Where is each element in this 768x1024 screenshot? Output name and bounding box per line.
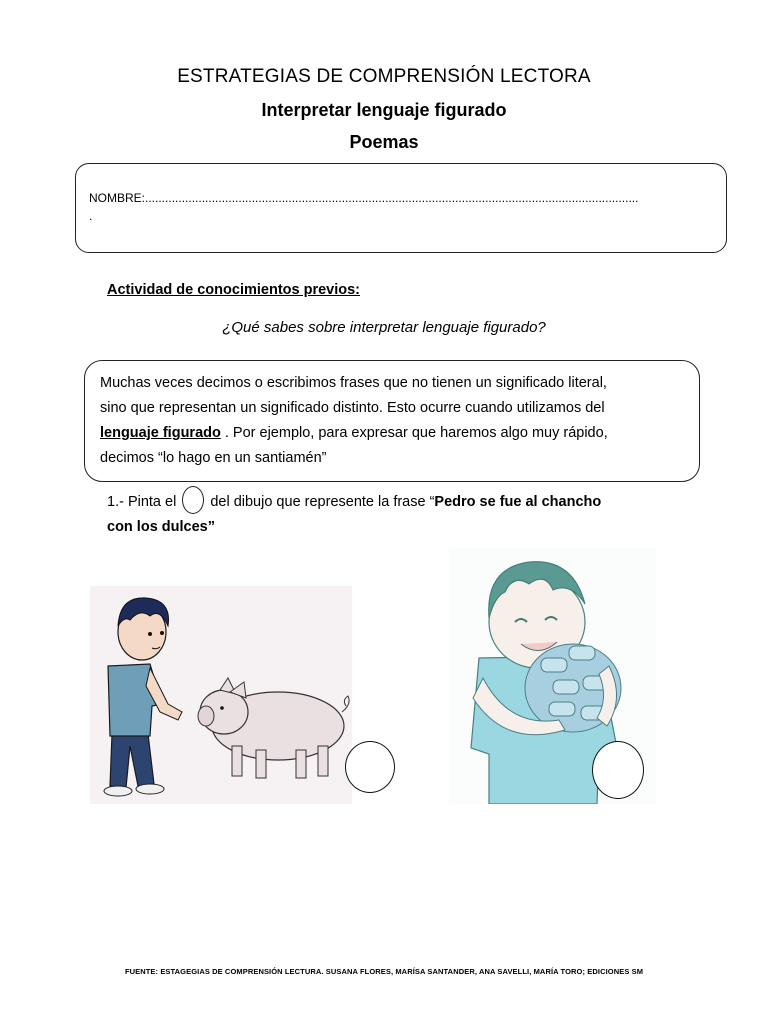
info-line-4: decimos “lo hago en un santiamén” bbox=[100, 450, 327, 466]
activity-question: ¿Qué sabes sobre interpretar lenguaje figurado? bbox=[222, 319, 546, 336]
document-topic: Poemas bbox=[349, 132, 419, 152]
info-line-1: Muchas veces decimos o escribimos frases que no tienen un significado literal, bbox=[100, 375, 607, 391]
exercise-phrase-a: Pedro se fue al chancho bbox=[434, 494, 602, 510]
boy-with-pig-illustration bbox=[90, 586, 352, 804]
exercise-instruction bbox=[107, 486, 707, 540]
name-box bbox=[75, 163, 727, 253]
name-label: NOMBRE: bbox=[89, 191, 146, 205]
name-trailing-dot: . bbox=[89, 209, 93, 223]
info-line-3-rest: . Por ejemplo, para expresar que haremos algo muy rápido, bbox=[224, 425, 608, 441]
footer-source: FUENTE: ESTAGEGIAS DE COMPRENSIÓN LECTURA. SUSANA FLORES, MARÍSA SANTANDER, ANA SAVELLI, MARÍA TORO; EDICIONES SM bbox=[124, 967, 644, 976]
info-line-2: sino que representan un significado distinto. Esto ocurre cuando utilizamos del bbox=[100, 400, 605, 416]
info-line-3 bbox=[100, 421, 690, 446]
document-subtitle: Interpretar lenguaje figurado bbox=[261, 100, 507, 120]
oval-icon bbox=[182, 486, 204, 514]
figurative-language-term: lenguaje figurado bbox=[100, 425, 221, 441]
answer-circle-left[interactable] bbox=[345, 741, 395, 793]
exercise-middle: del dibujo que represente la frase “ bbox=[210, 494, 435, 510]
name-dotted-line: .................................................................................................................................................... bbox=[145, 191, 639, 205]
answer-circle-right[interactable] bbox=[592, 741, 644, 799]
exercise-closing-quote: ” bbox=[207, 519, 215, 535]
info-text bbox=[100, 371, 690, 471]
exercise-phrase-b: con los dulces bbox=[107, 519, 208, 535]
document-title: ESTRATEGIAS DE COMPRENSIÓN LECTORA bbox=[177, 66, 591, 87]
activity-title: Actividad de conocimientos previos: bbox=[107, 282, 360, 298]
name-field[interactable] bbox=[89, 190, 713, 206]
exercise-prefix: 1.- Pinta el bbox=[107, 494, 177, 510]
